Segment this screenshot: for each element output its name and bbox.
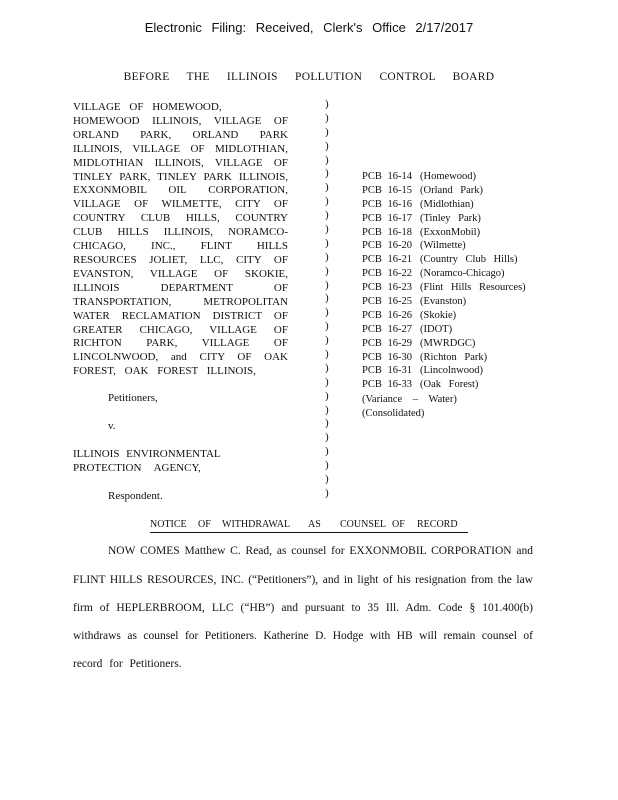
caption-paren: ) <box>325 375 329 388</box>
case-number-row <box>362 295 526 309</box>
body-line-2: FLINT HILLS RESOURCES, INC. (“Petitioners”), and in light of his resignation from the law <box>73 574 533 586</box>
case-location: (Midlothian) <box>420 198 474 210</box>
caption-paren: ) <box>325 389 329 402</box>
case-number-row <box>362 170 526 184</box>
notice-title-word: COUNSEL <box>340 519 387 530</box>
caption-line: ILLINOIS, VILLAGE OF MIDLOTHIAN, <box>73 142 288 155</box>
caption-line: CHICAGO, INC., FLINT HILLS <box>73 240 288 253</box>
caption-line: WATER RECLAMATION DISTRICT OF <box>73 309 288 322</box>
case-number-row <box>362 253 526 267</box>
caption-line: FOREST, OAK FOREST ILLINOIS, <box>73 365 256 378</box>
case-number-row <box>362 323 526 337</box>
petitioners-label: Petitioners, <box>108 392 158 404</box>
caption-paren: ) <box>325 195 329 208</box>
caption-paren: ) <box>325 292 329 305</box>
caption-paren: ) <box>325 223 329 236</box>
case-number-list <box>362 170 526 392</box>
case-number: PCB 16-22 <box>362 268 412 280</box>
caption-line: MIDLOTHIAN ILLINOIS, VILLAGE OF <box>73 156 288 169</box>
case-location: (MWRDGC) <box>420 337 476 349</box>
caption-line: VILLAGE OF HOMEWOOD, <box>73 101 222 113</box>
case-number-row <box>362 184 526 198</box>
case-number-row <box>362 309 526 323</box>
caption-paren: ) <box>325 403 329 416</box>
notice-title-word: AS <box>308 519 321 530</box>
case-number-row <box>362 364 526 378</box>
caption-paren: ) <box>325 250 329 263</box>
caption-paren: ) <box>325 306 329 319</box>
caption-paren: ) <box>325 125 329 138</box>
caption-line: ORLAND PARK, ORLAND PARK <box>73 128 288 141</box>
caption-line: EXXONMOBIL OIL CORPORATION, <box>73 184 288 197</box>
case-number: PCB 16-23 <box>362 282 412 294</box>
case-location: (Wilmette) <box>420 240 466 252</box>
caption-paren: ) <box>325 181 329 194</box>
case-number: PCB 16-18 <box>362 226 412 238</box>
caption-paren: ) <box>325 486 329 499</box>
notice-title-word: NOTICE <box>150 519 187 530</box>
notice-title-word: RECORD <box>417 519 458 530</box>
case-number-row <box>362 212 526 226</box>
case-number: PCB 16-17 <box>362 212 412 224</box>
caption-line: EVANSTON, VILLAGE OF SKOKIE, <box>73 267 288 280</box>
case-location: (Lincolnwood) <box>420 365 483 377</box>
caption-line: HOMEWOOD ILLINOIS, VILLAGE OF <box>73 114 288 127</box>
caption-line: RESOURCES JOLIET, LLC, CITY OF <box>73 253 288 266</box>
caption-paren: ) <box>325 459 329 472</box>
electronic-filing-header: Electronic Filing: Received, Clerk's Office 2/17/2017 <box>144 20 474 35</box>
case-location: (Orland Park) <box>420 184 484 196</box>
case-number: PCB 16-14 <box>362 171 412 182</box>
body-line-1: NOW COMES Matthew C. Read, as counsel for EXXONMOBIL CORPORATION and <box>108 545 533 557</box>
case-number-row <box>362 337 526 351</box>
case-number-row <box>362 281 526 295</box>
caption-parentheses <box>325 98 329 501</box>
case-number: PCB 16-27 <box>362 323 412 335</box>
case-location: (ExxonMobil) <box>420 226 481 238</box>
case-number: PCB 16-25 <box>362 296 412 308</box>
consolidated-note: (Consolidated) <box>362 408 425 419</box>
caption-line: VILLAGE OF WILMETTE, CITY OF <box>73 198 288 211</box>
caption-line: GREATER CHICAGO, VILLAGE OF <box>73 323 288 336</box>
case-number: PCB 16-15 <box>362 184 412 196</box>
case-caption <box>73 101 288 379</box>
case-location: (IDOT) <box>420 323 453 335</box>
variance-note: (Variance – Water) <box>362 394 457 405</box>
case-number: PCB 16-20 <box>362 240 412 252</box>
caption-paren: ) <box>325 167 329 180</box>
caption-paren: ) <box>325 334 329 347</box>
case-location: (Tinley Park) <box>420 212 481 224</box>
respondent-name-line-1: ILLINOIS ENVIRONMENTAL <box>73 448 221 460</box>
case-location: (Richton Park) <box>420 351 488 363</box>
case-location: (Evanston) <box>420 296 467 308</box>
body-line-4: withdraws as counsel for Petitioners. Katherine D. Hodge with HB will remain counsel of <box>73 630 533 642</box>
caption-line: ILLINOIS DEPARTMENT OF <box>73 281 288 294</box>
notice-title-word: WITHDRAWAL <box>222 519 291 530</box>
caption-paren: ) <box>325 361 329 374</box>
caption-paren: ) <box>325 264 329 277</box>
case-location: (Homewood) <box>420 171 476 182</box>
board-title: BEFORE THE ILLINOIS POLLUTION CONTROL BOARD <box>123 71 495 83</box>
caption-paren: ) <box>325 236 329 249</box>
caption-line: TINLEY PARK, TINLEY PARK ILLINOIS, <box>73 170 288 183</box>
notice-title-word: OF <box>198 519 211 530</box>
case-location: (Noramco-Chicago) <box>420 268 505 280</box>
case-number-row <box>362 226 526 240</box>
caption-line: TRANSPORTATION, METROPOLITAN <box>73 295 288 308</box>
caption-paren: ) <box>325 278 329 291</box>
caption-paren: ) <box>325 431 329 444</box>
case-number-row <box>362 378 526 392</box>
respondent-name-line-2: PROTECTION AGENCY, <box>73 462 201 474</box>
caption-paren: ) <box>325 348 329 361</box>
case-number: PCB 16-16 <box>362 198 412 210</box>
notice-title <box>150 519 468 533</box>
case-number: PCB 16-31 <box>362 365 412 377</box>
caption-paren: ) <box>325 139 329 152</box>
caption-paren: ) <box>325 473 329 486</box>
caption-line: COUNTRY CLUB HILLS, COUNTRY <box>73 212 288 225</box>
case-number: PCB 16-30 <box>362 351 412 363</box>
body-line-3: firm of HEPLERBROOM, LLC (“HB”) and pursuant to 35 Ill. Adm. Code § 101.400(b) <box>73 602 533 614</box>
case-number: PCB 16-33 <box>362 379 412 391</box>
case-number: PCB 16-29 <box>362 337 412 349</box>
caption-paren: ) <box>325 98 329 110</box>
case-location: (Skokie) <box>420 309 457 321</box>
caption-paren: ) <box>325 153 329 166</box>
case-location: (Oak Forest) <box>420 379 479 391</box>
caption-paren: ) <box>325 111 329 124</box>
caption-paren: ) <box>325 320 329 333</box>
versus-label: v. <box>108 420 116 432</box>
caption-paren: ) <box>325 417 329 430</box>
case-location: (Flint Hills Resources) <box>420 282 526 294</box>
caption-line: CLUB HILLS ILLINOIS, NORAMCO- <box>73 226 288 239</box>
caption-paren: ) <box>325 209 329 222</box>
case-number-row <box>362 351 526 365</box>
respondent-label: Respondent. <box>108 490 163 502</box>
caption-line: LINCOLNWOOD, and CITY OF OAK <box>73 351 288 364</box>
case-location: (Country Club Hills) <box>420 254 518 266</box>
case-number: PCB 16-26 <box>362 309 412 321</box>
case-number-row <box>362 239 526 253</box>
caption-line: RICHTON PARK, VILLAGE OF <box>73 337 288 350</box>
body-line-5: record for Petitioners. <box>73 658 182 670</box>
notice-title-word: OF <box>392 519 405 530</box>
case-number-row <box>362 267 526 281</box>
case-number-row <box>362 198 526 212</box>
caption-paren: ) <box>325 445 329 458</box>
case-number: PCB 16-21 <box>362 254 412 266</box>
